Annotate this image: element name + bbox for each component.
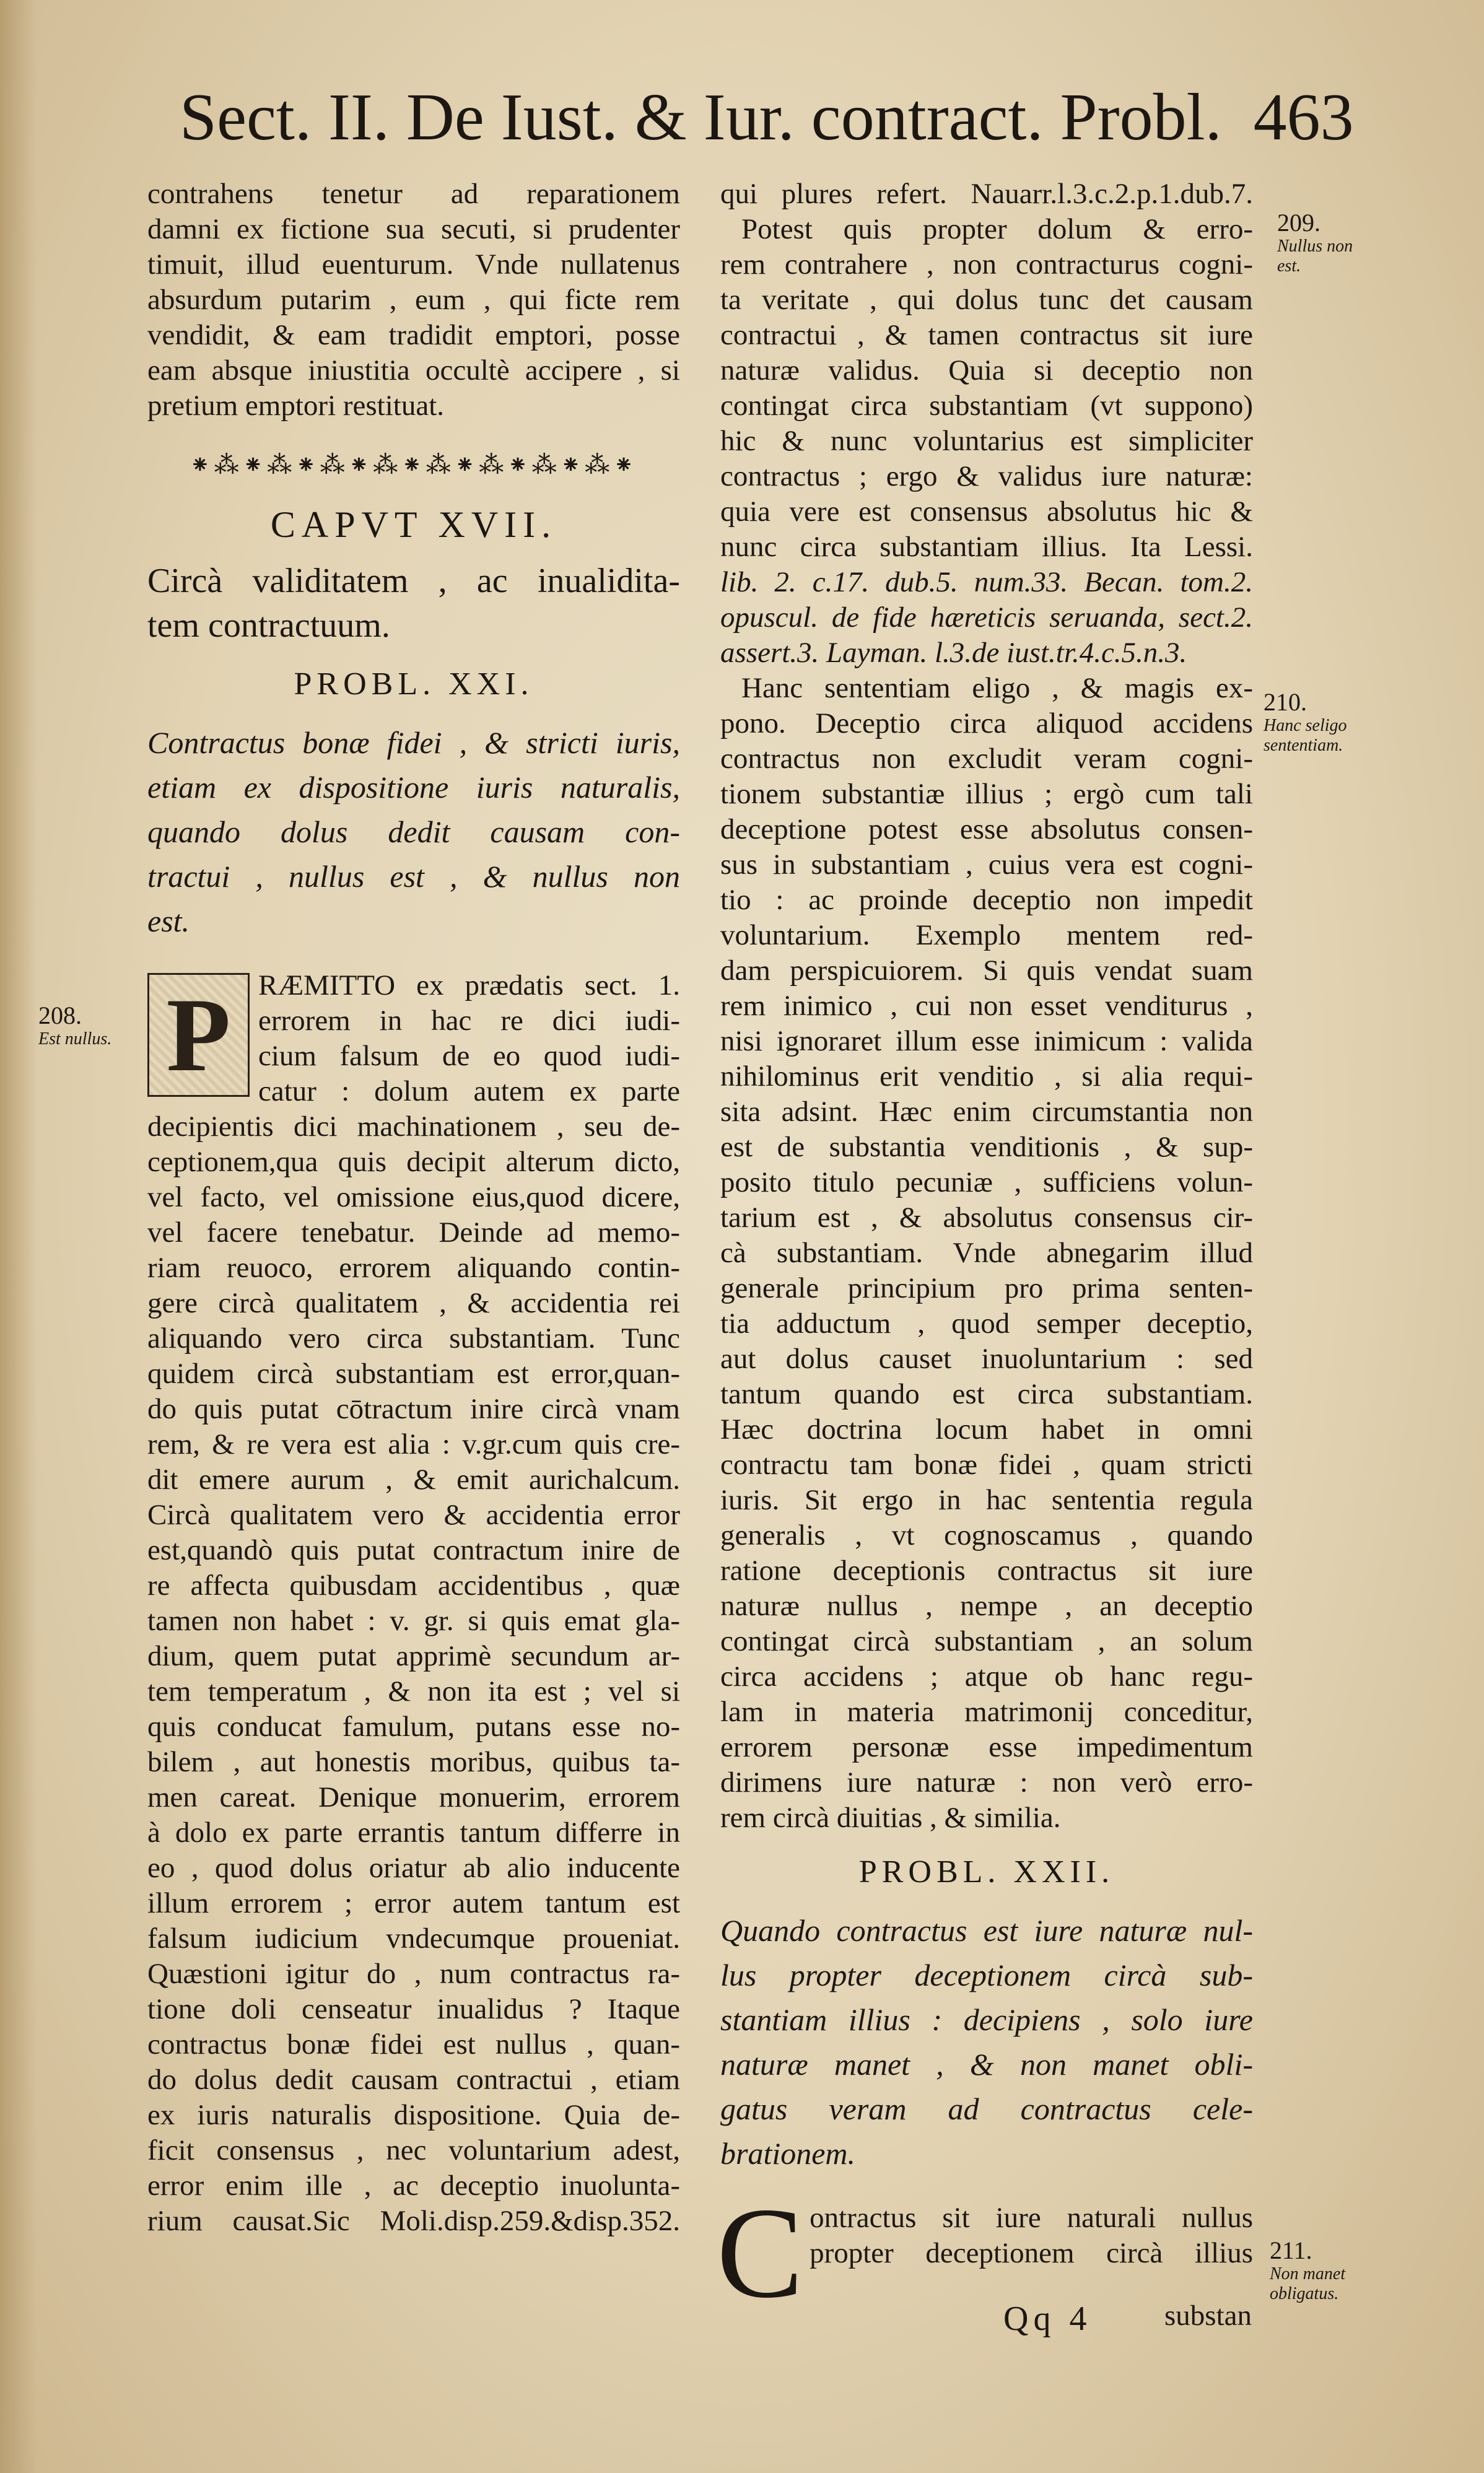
margin-note-208 <box>38 1002 125 1049</box>
text-line: RÆMITTO ex prædatis sect. 1. <box>258 969 680 1001</box>
summary-line: Quando contractus est iure naturæ nul- <box>720 1913 1253 1948</box>
summary-line: quando dolus dedit causam con- <box>147 814 680 849</box>
text-line: dam perspicuiorem. Si quis vendat suam <box>720 954 1253 987</box>
text-line: re affecta quibusdam accidentibus , quæ <box>147 1569 680 1602</box>
text-line: tamen non habet : v. gr. si quis emat gla- <box>147 1605 680 1637</box>
text-line: propter deceptionem circà illius <box>810 2237 1253 2269</box>
chapter-title <box>147 559 680 648</box>
text-line: riam reuoco, errorem aliquando contin- <box>147 1252 680 1284</box>
text-line: eam absque iniustitia occultè accipere , si <box>147 354 680 386</box>
margin-note-number: 209. <box>1277 209 1320 237</box>
margin-note-number: 208. <box>38 1001 82 1029</box>
problem-heading: PROBL. XXII. <box>858 1854 1115 1890</box>
decorated-initial: P <box>147 973 250 1097</box>
text-line: ceptionem,qua quis decipit alterum dicto, <box>147 1146 680 1178</box>
text-line: timuit, illud euenturum. Vnde nullatenus <box>147 248 680 281</box>
text-line: voluntarium. Exemplo mentem red- <box>720 919 1253 951</box>
left-column <box>147 177 680 2239</box>
summary-line: naturæ manet , & non manet obli- <box>720 2047 1253 2082</box>
summary-line: lus propter deceptionem circà sub- <box>720 1958 1253 1992</box>
text-line: ratione deceptionis contractus sit iure <box>720 1555 1253 1587</box>
problem-heading: PROBL. XXI. <box>294 666 534 702</box>
text-line: catur : dolum autem ex parte <box>258 1075 680 1107</box>
problem-summary <box>147 720 680 943</box>
summary-line: brationem. <box>720 2136 856 2171</box>
text-line: vel facto, vel omissione eius,quod dicere, <box>147 1181 680 1213</box>
page-edge-shadow <box>0 0 37 2473</box>
text-line: contractui , & tamen contractus sit iure <box>720 319 1253 351</box>
text-line: eo , quod dolus oriatur ab alio inducente <box>147 1852 680 1884</box>
text-line: hic & nunc voluntarius est simpliciter <box>720 425 1253 457</box>
text-line: contingat circa substantiam (vt suppono) <box>720 390 1253 422</box>
text-line: nihilominus erit venditio , si alia requi- <box>720 1060 1253 1093</box>
text-line: men careat. Denique monuerim, errorem <box>147 1781 680 1813</box>
text-line: iuris. Sit ergo in hac sententia regula <box>720 1484 1253 1516</box>
text-line: naturæ validus. Quia si deceptio non <box>720 354 1253 386</box>
text-line: est,quandò quis putat contractum inire de <box>147 1534 680 1566</box>
text-line: do dolus dedit causam contractui , etiam <box>147 2064 680 2096</box>
text-line: illum errorem ; error autem tantum est <box>147 1887 680 1919</box>
margin-note-text: Non manet obligatus. <box>1270 2264 1346 2303</box>
text-line: gere circà qualitatem , & accidentia rei <box>147 1287 680 1319</box>
text-line: do quis putat cōtractum inire circà vnam <box>147 1393 680 1425</box>
text-line: ontractus sit iure naturali nullus <box>810 2202 1253 2234</box>
text-line: Hanc sententiam eligo , & magis ex- <box>741 672 1253 704</box>
text-line: Quæstioni igitur do , num contractus ra- <box>147 1958 680 1990</box>
margin-note-number: 211. <box>1270 2236 1312 2264</box>
text-line: generalis , vt cognoscamus , quando <box>720 1519 1253 1551</box>
text-line: lam in materia matrimonij conceditur, <box>720 1696 1253 1728</box>
text-line: pono. Deceptio circa aliquod accidens <box>720 707 1253 739</box>
text-line: nunc circa substantiam illius. Ita Lessi. <box>720 531 1253 563</box>
margin-note-number: 210. <box>1264 688 1307 716</box>
text-line: error enim ille , ac deceptio inuolunta- <box>147 2170 680 2202</box>
running-title: Sect. II. De Iust. & Iur. contract. Probl. <box>180 81 1222 154</box>
text-line: absurdum putarim , eum , qui ficte rem <box>147 284 680 316</box>
continuation-text <box>147 177 680 424</box>
text-line: quidem circà substantiam est error,quan- <box>147 1358 680 1390</box>
margin-note-text: Hanc seligo sententiam. <box>1264 716 1347 755</box>
text-line: contractu tam bonæ fidei , quam stricti <box>720 1449 1253 1481</box>
margin-note-211 <box>1270 2237 1375 2304</box>
text-line: vel facere tenebatur. Deinde ad memo- <box>147 1216 680 1249</box>
text-line: Potest quis propter dolum & erro- <box>741 213 1253 245</box>
text-line: contractus ; ergo & validus iure naturæ: <box>720 460 1253 492</box>
page-number: 463 <box>1253 81 1354 154</box>
summary-line: est. <box>147 904 190 938</box>
text-line: qui plures refert. Nauarr.l.3.c.2.p.1.dub.7. <box>720 178 1253 210</box>
chapter-heading: CAPVT XVII. <box>270 504 557 545</box>
text-line: dit emere aurum , & emit aurichalcum. <box>147 1463 680 1496</box>
margin-note-210 <box>1264 689 1375 756</box>
text-line: opuscul. de fide hæreticis seruanda, sect.2. <box>720 601 1253 634</box>
text-line: posito titulo pecuniæ , sufficiens volun- <box>720 1166 1253 1198</box>
summary-line: etiam ex dispositione iuris naturalis, <box>147 770 680 805</box>
text-line: sita adsint. Hæc enim circumstantia non <box>720 1096 1253 1128</box>
text-line: ficit consensus , nec voluntarium adest, <box>147 2134 680 2166</box>
chapter-title-line: tem contractuum. <box>147 606 390 645</box>
text-line: ta veritate , qui dolus tunc det causam <box>720 284 1253 316</box>
text-line: falsum iudicium vndecumque proueniat. <box>147 1922 680 1955</box>
margin-note-text: Est nullus. <box>38 1029 112 1049</box>
text-line: Hæc doctrina locum habet in omni <box>720 1413 1253 1446</box>
text-line: quia vere est consensus absolutus hic & <box>720 495 1253 528</box>
text-line: tarium est , & absolutus consensus cir- <box>720 1202 1253 1234</box>
text-line: contractus bonæ fidei est nullus , quan- <box>147 2028 680 2061</box>
text-line: cà substantiam. Vnde abnegarim illud <box>720 1237 1253 1269</box>
text-line: naturæ nullus , nempe , an deceptio <box>720 1590 1253 1622</box>
summary-line: Contractus bonæ fidei , & stricti iuris, <box>147 725 680 760</box>
text-line: rem contrahere , non contracturus cogni- <box>720 248 1253 281</box>
text-line: rem circà diuitias , & similia. <box>720 1802 1061 1834</box>
text-line: rem inimico , cui non esset venditurus , <box>720 990 1253 1022</box>
summary-line: tractui , nullus est , & nullus non <box>147 859 680 894</box>
text-line: quis conducat famulum, putans esse no- <box>147 1711 680 1743</box>
signature-mark: Qq 4 <box>1003 2300 1092 2338</box>
body-text <box>147 968 680 2239</box>
text-line: tionem substantiæ illius ; ergò cum tali <box>720 778 1253 810</box>
text-line: aliquando vero circa substantiam. Tunc <box>147 1322 680 1354</box>
text-line: est de substantia venditionis , & sup- <box>720 1131 1253 1163</box>
text-line: tio : ac proinde deceptio non impedit <box>720 884 1253 916</box>
text-line: contingat circà substantiam , an solum <box>720 1625 1253 1657</box>
text-line: contrahens tenetur ad reparationem <box>147 178 680 210</box>
text-line: à dolo ex parte errantis tantum differre in <box>147 1817 680 1849</box>
text-line: sus in substantiam , cuius vera est cogni- <box>720 848 1253 881</box>
text-line: errorem in hac re dici iudi- <box>258 1005 680 1037</box>
summary-line: gatus veram ad contractus cele- <box>720 2091 1253 2126</box>
text-line: cium falsum de eo quod iudi- <box>258 1040 680 1072</box>
text-line: tione doli censeatur inualidus ? Itaque <box>147 1993 680 2025</box>
text-line: generale principium pro prima senten- <box>720 1272 1253 1304</box>
text-line: decipientis dici machinationem , seu de- <box>147 1110 680 1143</box>
margin-note-209 <box>1277 209 1370 276</box>
body-text <box>720 177 1253 1836</box>
catchword: substan <box>1164 2300 1252 2332</box>
problem-summary <box>720 1908 1253 2176</box>
text-line: bilem , aut honestis moribus, quibus ta- <box>147 1746 680 1778</box>
summary-line: stantiam illius : decipiens , solo iure <box>720 2002 1253 2037</box>
ornament-divider: ⁕⁂⁕⁂⁕⁂⁕⁂⁕⁂⁕⁂⁕⁂⁕⁂⁕ <box>190 451 638 479</box>
text-line: nisi ignoraret illum esse inimicum : valida <box>720 1025 1253 1057</box>
text-line: dium, quem putat apprimè secundum ar- <box>147 1640 680 1672</box>
text-line: circa accidens ; atque ob hanc regu- <box>720 1660 1253 1693</box>
margin-note-text: Nullus non est. <box>1277 237 1353 276</box>
text-line: rium causat.Sic Moli.disp.259.&disp.352. <box>147 2205 680 2237</box>
text-line: damni ex fictione sua secuti, si prudenter <box>147 213 680 245</box>
text-line: pretium emptori restituat. <box>147 390 445 422</box>
text-line: deceptione potest esse absolutus consen- <box>720 813 1253 845</box>
text-line: contractus non excludit veram cogni- <box>720 743 1253 775</box>
text-line: ex iuris naturalis dispositione. Quia de- <box>147 2099 680 2131</box>
text-line: dirimens iure naturæ : non verò erro- <box>720 1766 1253 1799</box>
chapter-title-line: Circà validitatem , ac inualidita- <box>147 562 680 600</box>
text-line: assert.3. Layman. l.3.de iust.tr.4.c.5.n.3. <box>720 637 1187 669</box>
text-line: tantum quando est circa substantiam. <box>720 1378 1253 1410</box>
text-line: rem, & re vera est alia : v.gr.cum quis cre- <box>147 1428 680 1460</box>
text-line: tem temperatum , & non ita est ; vel si <box>147 1675 680 1708</box>
text-line: errorem personæ esse impedimentum <box>720 1731 1253 1763</box>
running-header <box>180 81 1354 155</box>
large-initial: C <box>717 2181 804 2325</box>
text-line: tia adductum , quod semper deceptio, <box>720 1307 1253 1340</box>
text-line: Circà qualitatem vero & accidentia error <box>147 1499 680 1531</box>
text-line: lib. 2. c.17. dub.5. num.33. Becan. tom.2. <box>720 566 1253 598</box>
text-line: aut dolus causet inuoluntarium : sed <box>720 1343 1253 1375</box>
text-line: vendidit, & eam tradidit emptori, posse <box>147 319 680 351</box>
